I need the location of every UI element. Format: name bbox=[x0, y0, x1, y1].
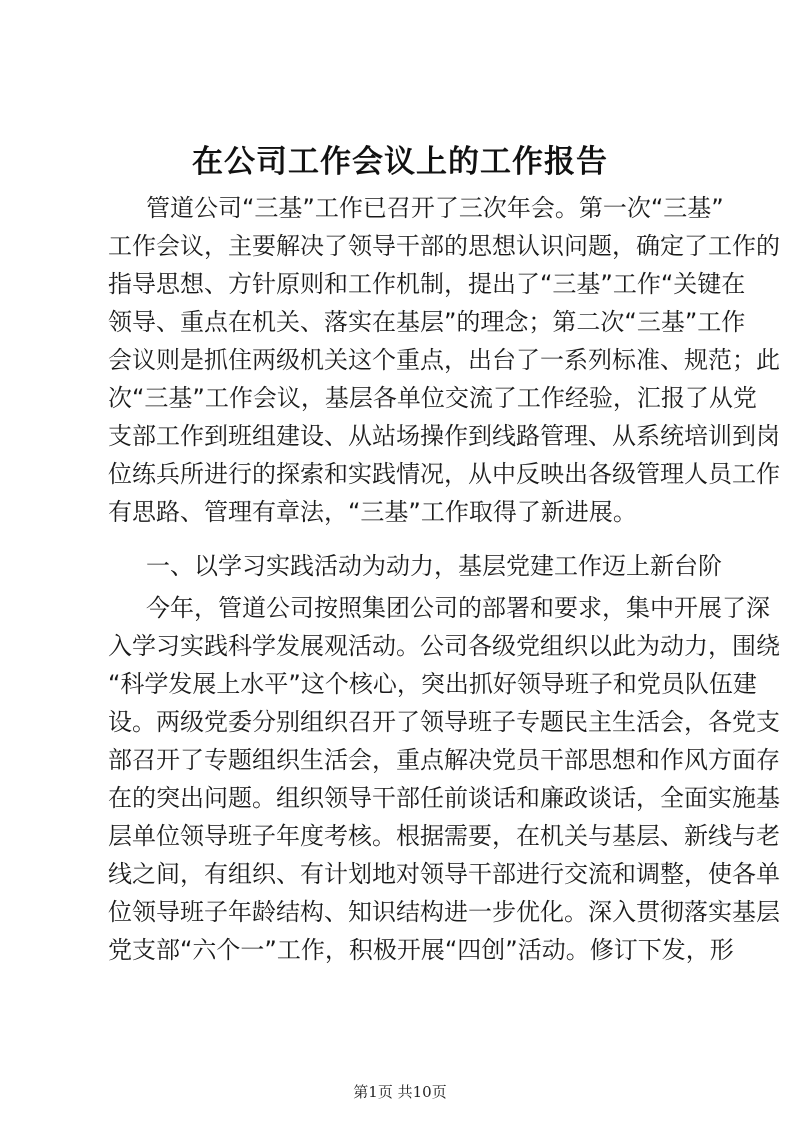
page-number-footer: 第1页 共10页 bbox=[353, 1083, 447, 1101]
paragraph-line: 位领导班子年龄结构、知识结构进一步优化。深入贯彻落实基层 bbox=[108, 898, 780, 926]
paragraph-line: 工作会议，主要解决了领导干部的思想认识问题，确定了工作的 bbox=[108, 232, 780, 260]
paragraph-line: 线之间，有组织、有计划地对领导干部进行交流和调整，使各单 bbox=[108, 860, 780, 888]
paragraph-line: 管道公司“三基”工作已召开了三次年会。第一次“三基” bbox=[146, 194, 724, 222]
document-title: 在公司工作会议上的工作报告 bbox=[192, 144, 608, 180]
paragraph-line: 支部工作到班组建设、从站场操作到线路管理、从系统培训到岗 bbox=[108, 422, 780, 450]
paragraph-line: 领导、重点在机关、落实在基层”的理念；第二次“三基”工作 bbox=[108, 308, 746, 336]
paragraph-line: 位练兵所进行的探索和实践情况，从中反映出各级管理人员工作 bbox=[108, 460, 780, 488]
paragraph-line: 有思路、管理有章法，“三基”工作取得了新进展。 bbox=[108, 498, 637, 526]
paragraph-line: 今年，管道公司按照集团公司的部署和要求，集中开展了深 bbox=[146, 594, 770, 622]
paragraph-line: 设。两级党委分别组织召开了领导班子专题民主生活会，各党支 bbox=[108, 708, 780, 736]
paragraph-line: “科学发展上水平”这个核心，突出抓好领导班子和党员队伍建 bbox=[108, 670, 757, 698]
section-heading: 一、以学习实践活动为动力，基层党建工作迈上新台阶 bbox=[146, 552, 722, 580]
paragraph-line: 会议则是抓住两级机关这个重点，出台了一系列标准、规范；此 bbox=[108, 346, 780, 374]
paragraph-line: 在的突出问题。组织领导干部任前谈话和廉政谈话，全面实施基 bbox=[108, 784, 780, 812]
paragraph-line: 次“三基”工作会议，基层各单位交流了工作经验，汇报了从党 bbox=[108, 384, 757, 412]
paragraph-line: 党支部“六个一”工作，积极开展“四创”活动。修订下发，形 bbox=[108, 936, 734, 964]
paragraph-line: 层单位领导班子年度考核。根据需要，在机关与基层、新线与老 bbox=[108, 822, 780, 850]
paragraph-line: 入学习实践科学发展观活动。公司各级党组织以此为动力，围绕 bbox=[108, 632, 780, 660]
paragraph-line: 指导思想、方针原则和工作机制，提出了“三基”工作“关键在 bbox=[108, 270, 746, 298]
paragraph-line: 部召开了专题组织生活会，重点解决党员干部思想和作风方面存 bbox=[108, 746, 780, 774]
